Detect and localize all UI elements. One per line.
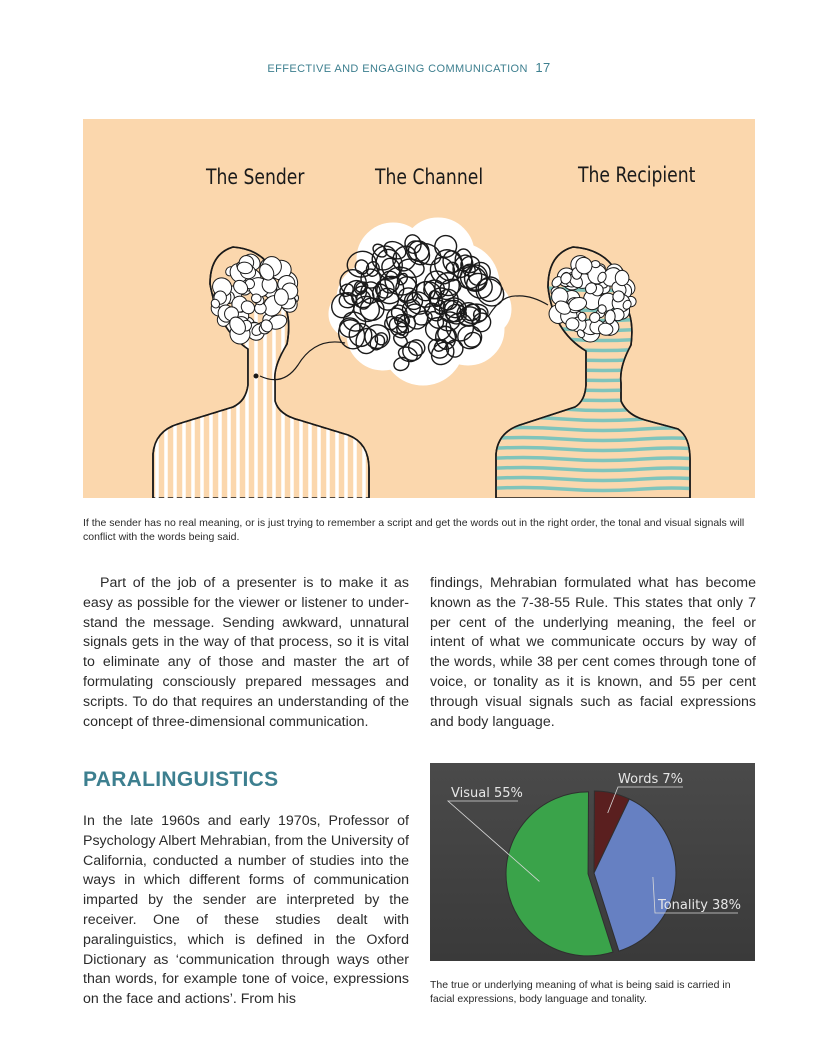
label-the-recipient: The Recipient [578,162,696,188]
section-heading-paralinguistics: PARALINGUISTICS [83,768,279,791]
pie-label-words: Words 7% [618,772,683,787]
body-paragraph-mehrabian: In the late 1960s and early 1970s, Professor of Psychology Albert Mehrabian, from the University of California, conducted a number of studies into the ways in which different forms of communication imparted by the sender are interpreted by the receiver. One of these studies dealt with paralinguistics, which is defined in the Oxford Dictionary as ‘communication through ways other than words, for example tone of voice, expressions on the face and actions’. From his [83,813,409,1008]
pie-label-tonality: Tonality 38% [658,898,741,913]
running-title: EFFECTIVE AND ENGAGING COMMUNICATION [267,63,528,75]
running-header [0,60,818,75]
page-number: 17 [535,60,551,75]
body-paragraph-findings: findings, Mehrabian formulated what has become known as the 7-38-55 Rule. This states that only 7 per cent of the underlying meaning, the feel or intent of what we communicate occurs by way of the words, while 38 per cent comes through tone of voice, or tonality as it is known, and 55 per cent through visual signals such as facial expressions and body language. [430,575,756,730]
chart-caption: The true or underlying meaning of what is being said is carried in facial expressions, body language and tonality. [430,979,731,1005]
pie-label-visual: Visual 55% [451,786,523,801]
communication-illustration [83,119,755,498]
pie-chart-panel [430,763,755,961]
illustration-caption: If the sender has no real meaning, or is just trying to remember a script and get the words out in the right order, the tonal and visual signals will conflict with the words being said. [83,517,745,543]
label-the-sender: The Sender [206,164,305,190]
label-the-channel: The Channel [375,164,484,190]
pie-chart [430,763,755,961]
body-paragraph-presenter: Part of the job of a presenter is to make it as easy as possible for the viewer or listener to understand the message. Sending awkward, unnatural signals gets in the way of that process, so it is vital to eliminate any of those and master the art of formulating consciously prepared messages and scripts. To do that requires an understanding of the concept of three-dimensional communication. [83,575,409,730]
